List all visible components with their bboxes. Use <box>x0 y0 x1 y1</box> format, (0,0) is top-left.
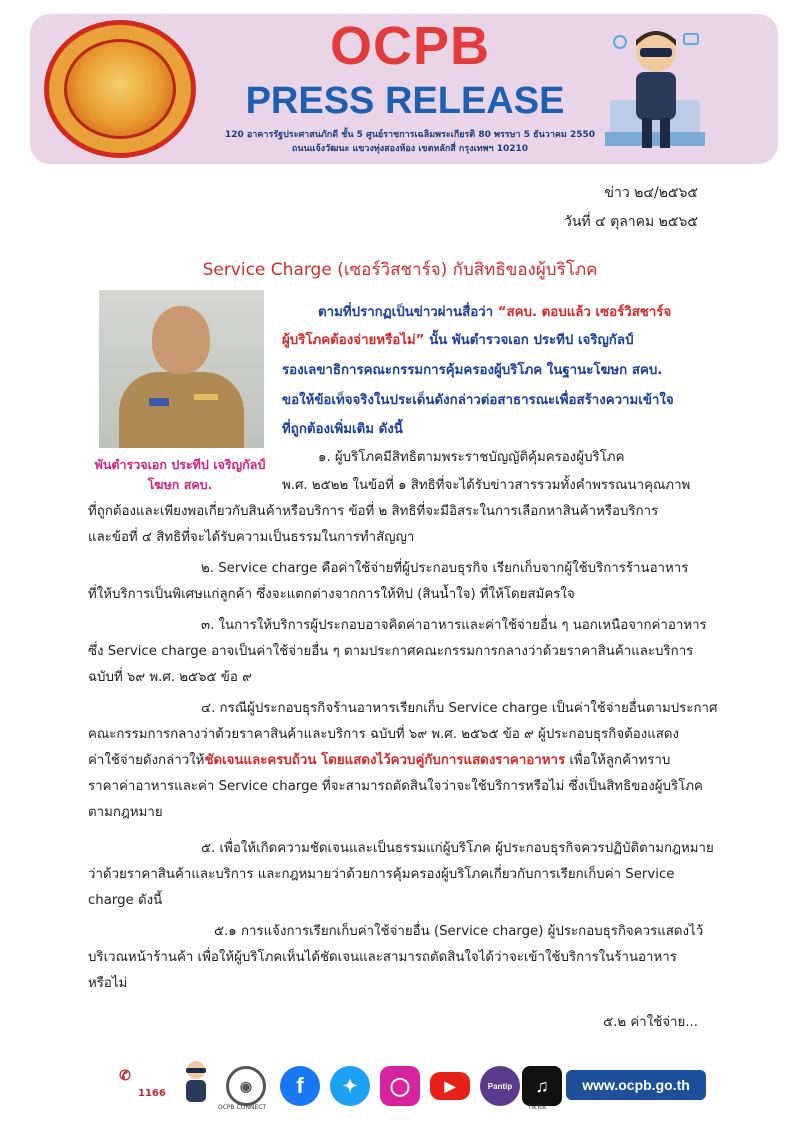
instagram-icon[interactable]: ◯ <box>380 1066 420 1106</box>
website-link[interactable]: www.ocpb.go.th <box>566 1070 706 1100</box>
intro-line-2: ผู้บริโภคต้องจ่ายหรือไม่” นั้น พันตำรวจเอก ประทีป เจริญกัลป์ <box>282 333 634 348</box>
paragraph-2-line-1: ๒. Service charge คือค่าใช้จ่ายที่ผู้ประกอบธุรกิจ เรียกเก็บจากผู้ใช้บริการร้านอาหาร <box>201 561 689 576</box>
mascot-illustration <box>600 22 710 162</box>
spokesperson-photo <box>99 290 264 448</box>
paragraph-3-line-1: ๓. ในการให้บริการผู้ประกอบอาจคิดค่าอาหารและค่าใช้จ่ายอื่น ๆ นอกเหนือจากค่าอาหาร <box>201 618 707 633</box>
photo-caption-title: โฆษก สคบ. <box>147 477 213 492</box>
paragraph-4-line-3: ค่าใช้จ่ายดังกล่าวให้ชัดเจนและครบถ้วน โดยแสดงไว้ควบคู่กับการแสดงราคาอาหาร เพื่อให้ลูกค้าทราบ <box>88 753 671 768</box>
paragraph-2-line-2: ที่ให้บริการเป็นพิเศษแก่ลูกค้า ซึ่งจะแตกต่างจากการให้ทิป (สินน้ำใจ) ที่ให้โดยสมัครใจ <box>88 587 575 602</box>
footer-social-bar <box>118 1058 708 1110</box>
paragraph-5-1-line-1: ๕.๑ การแจ้งการเรียกเก็บค่าใช้จ่ายอื่น (Service charge) ผู้ประกอบธุรกิจควรแสดงไว้ <box>214 924 704 939</box>
paragraph-5-1-line-3: หรือไม่ <box>88 976 128 991</box>
tiktok-icon[interactable]: ♫ <box>522 1066 562 1106</box>
paragraph-5-line-1: ๕. เพื่อให้เกิดความชัดเจนและเป็นธรรมแก่ผู้บริโภค ผู้ประกอบธุรกิจควรปฏิบัติตามกฎหมาย <box>201 841 714 856</box>
address-line-2: ถนนแจ้งวัฒนะ แขวงทุ่งสองห้อง เขตหลักสี่ กรุงเทพฯ 10210 <box>291 144 529 154</box>
intro-line-4: ขอให้ข้อเท็จจริงในประเด็นดังกล่าวต่อสาธารณะเพื่อสร้างความเข้าใจ <box>282 393 674 408</box>
paragraph-4-line-1: ๔. กรณีผู้ประกอบธุรกิจร้านอาหารเรียกเก็บ Service charge เป็นค่าใช้จ่ายอื่นตามประกาศ <box>201 701 718 716</box>
news-number: ข่าว ๒๔/๒๕๖๕ <box>604 185 698 201</box>
twitter-icon[interactable]: ✦ <box>330 1066 370 1106</box>
paragraph-1-line-4: และข้อที่ ๔ สิทธิที่จะได้รับความเป็นธรรมในการทำสัญญา <box>88 530 415 545</box>
paragraph-4-line-4: ราคาค่าอาหารและค่า Service charge ที่จะสามารถตัดสินใจว่าจะใช้บริการหรือไม่ ซึ่งเป็นสิทธิของผู้บริโภค <box>88 779 703 794</box>
phone-icon[interactable]: ✆ <box>119 1066 131 1083</box>
brand-title: OCPB <box>329 16 490 76</box>
paragraph-5-1-line-2: บริเวณหน้าร้านค้า เพื่อให้ผู้บริโภคเห็นได้ชัดเจนและสามารถตัดสินใจได้ว่าจะเข้าใช้บริการในร้านอาหาร <box>88 950 677 965</box>
paragraph-1-line-2: พ.ศ. ๒๕๒๒ ในข้อที่ ๑ สิทธิที่จะได้รับข่าวสารรวมทั้งคำพรรณนาคุณภาพ <box>282 478 691 493</box>
pantip-label: Pantip <box>487 1081 513 1091</box>
address-line-1: 120 อาคารรัฐประศาสนภักดี ชั้น 5 ศูนย์ราชการเฉลิมพระเกียรติ 80 พรรษา 5 ธันวาคม 2550 <box>224 130 596 140</box>
pantip-icon[interactable] <box>480 1066 520 1106</box>
paragraph-5-line-3: charge ดังนี้ <box>88 893 163 908</box>
mascot-small-icon <box>178 1058 214 1110</box>
paragraph-4-line-2: คณะกรรมการกลางว่าด้วยราคาสินค้าและบริการ ฉบับที่ ๖๙ พ.ศ. ๒๕๖๕ ข้อ ๙ ผู้ประกอบธุรกิจต้องแสดง <box>88 727 680 742</box>
continued-marker: ๕.๒ ค่าใช้จ่าย... <box>603 1015 698 1030</box>
paragraph-1-line-3: ที่ถูกต้องและเพียงพอเกี่ยวกับสินค้าหรือบริการ ข้อที่ ๒ สิทธิที่จะมีอิสระในการเลือกหาสินค้าหรือบริการ <box>88 504 659 519</box>
facebook-icon[interactable]: f <box>280 1066 320 1106</box>
photo-caption-name: พันตำรวจเอก ประทีป เจริญกัลป์ <box>94 457 266 472</box>
paragraph-1-line-1: ๑. ผู้บริโภคมีสิทธิตามพระราชบัญญัติคุ้มครองผู้บริโภค <box>318 450 625 465</box>
ocpb-seal-logo <box>44 20 196 158</box>
paragraph-4-line-5: ตามกฎหมาย <box>88 805 163 820</box>
intro-line-3: รองเลขาธิการคณะกรรมการคุ้มครองผู้บริโภค ในฐานะโฆษก สคบ. <box>282 363 663 378</box>
ocpb-connect-icon[interactable]: ◉ <box>226 1066 266 1106</box>
ocpb-connect-label: OCPB CONNECT <box>218 1104 267 1111</box>
paragraph-3-line-3: ฉบับที่ ๖๙ พ.ศ. ๒๕๖๕ ข้อ ๙ <box>88 670 252 685</box>
intro-line-5: ที่ถูกต้องเพิ่มเติม ดังนี้ <box>282 422 403 437</box>
news-date: วันที่ ๔ ตุลาคม ๒๕๖๕ <box>563 214 698 230</box>
tiktok-label: TikTok <box>528 1104 547 1111</box>
paragraph-5-line-2: ว่าด้วยราคาสินค้าและบริการ และกฎหมายว่าด้วยการคุ้มครองผู้บริโภคเกี่ยวกับการเรียกเก็บค่า Service <box>88 867 675 882</box>
intro-line-1: ตามที่ปรากฏเป็นข่าวผ่านสื่อว่า “สคบ. ตอบแล้ว เซอร์วิสชาร์จ <box>318 305 672 320</box>
hotline-number[interactable]: 1166 <box>138 1088 166 1099</box>
paragraph-3-line-2: ซึ่ง Service charge อาจเป็นค่าใช้จ่ายอื่น ๆ ตามประกาศคณะกรรมการกลางว่าด้วยราคาสินค้าและบริการ <box>88 644 694 659</box>
press-release-title: PRESS RELEASE <box>245 80 565 122</box>
headline: Service Charge (เซอร์วิสชาร์จ) กับสิทธิของผู้บริโภค <box>202 260 598 280</box>
youtube-icon[interactable]: ▶ <box>430 1072 470 1100</box>
